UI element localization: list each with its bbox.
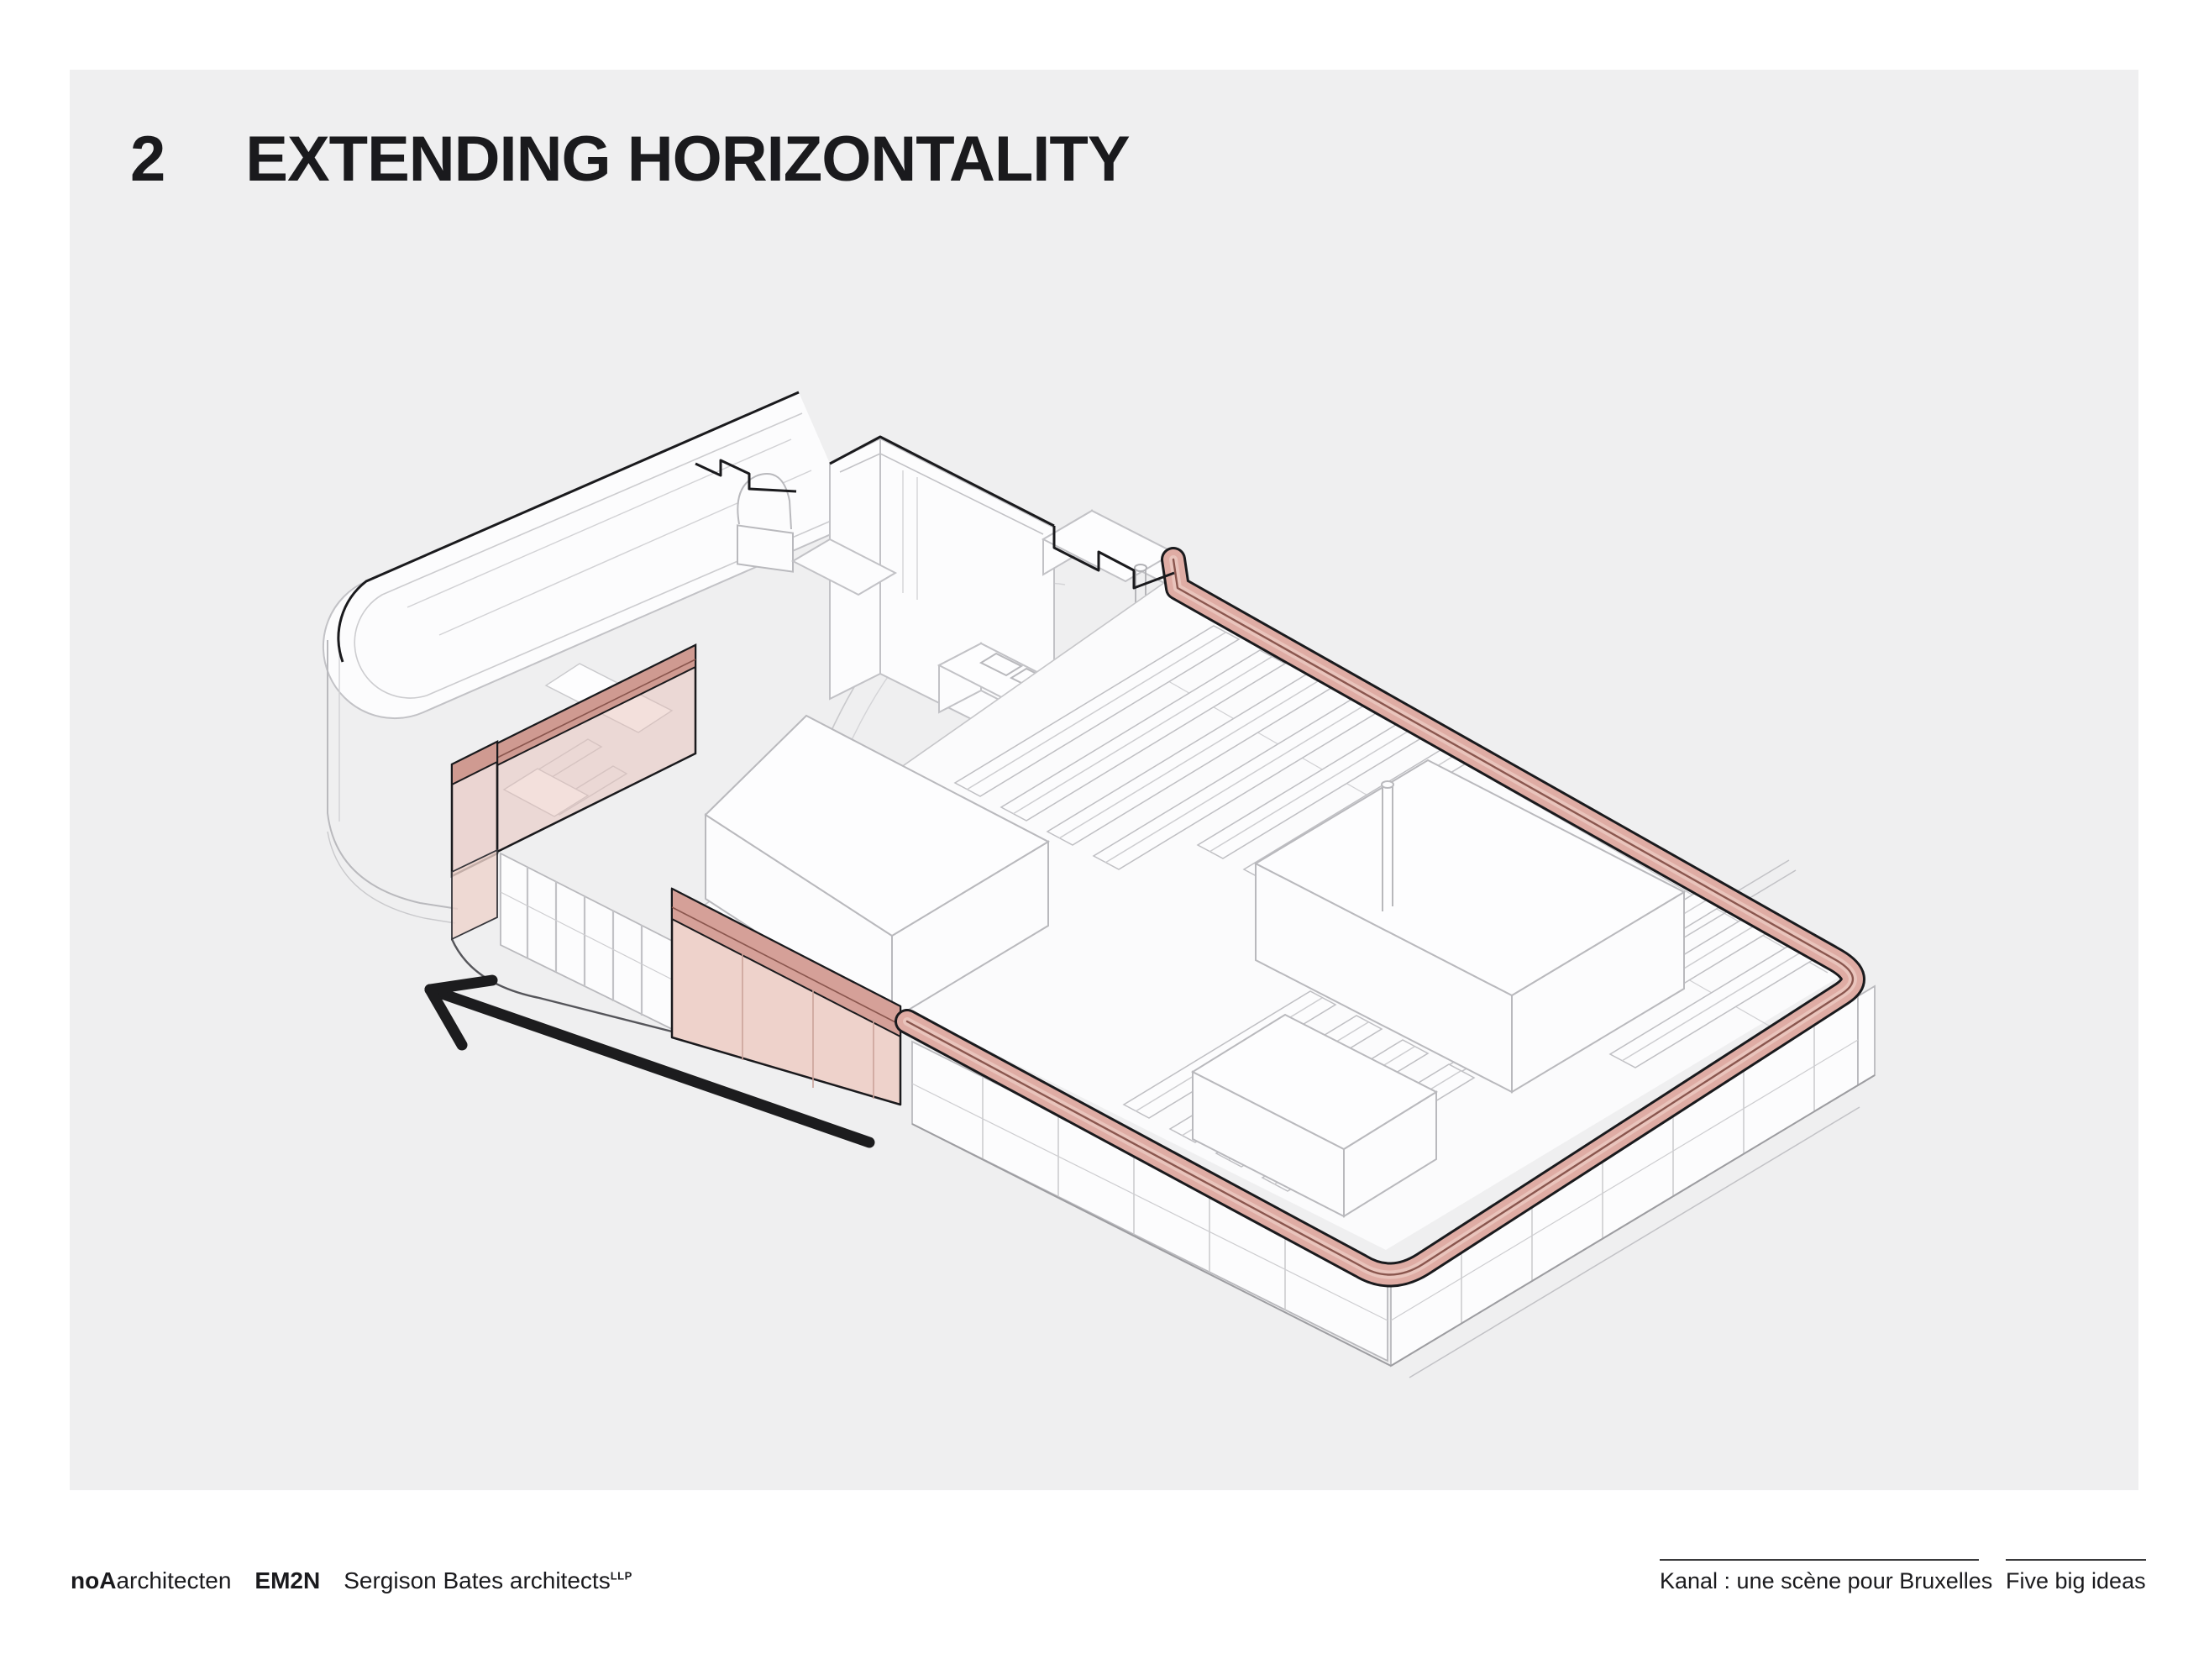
title-text: EXTENDING HORIZONTALITY [245, 123, 1130, 195]
section-cut-left-wall [452, 742, 497, 939]
chapter-title: Five big ideas [2006, 1559, 2146, 1594]
firm-em2n: EM2N [254, 1567, 321, 1593]
project-footer [1660, 1559, 2146, 1594]
project-title: Kanal : une scène pour Bruxelles [1660, 1559, 1979, 1594]
firm-noa: architecten [116, 1567, 232, 1593]
title-number: 2 [130, 123, 165, 195]
firm-sergison-bates: Sergison Bates architects [344, 1567, 611, 1593]
credits-footer [71, 1567, 632, 1594]
firm-sergison-bates-llp: LLP [610, 1569, 632, 1583]
firm-noa-bold: noA [71, 1567, 117, 1593]
